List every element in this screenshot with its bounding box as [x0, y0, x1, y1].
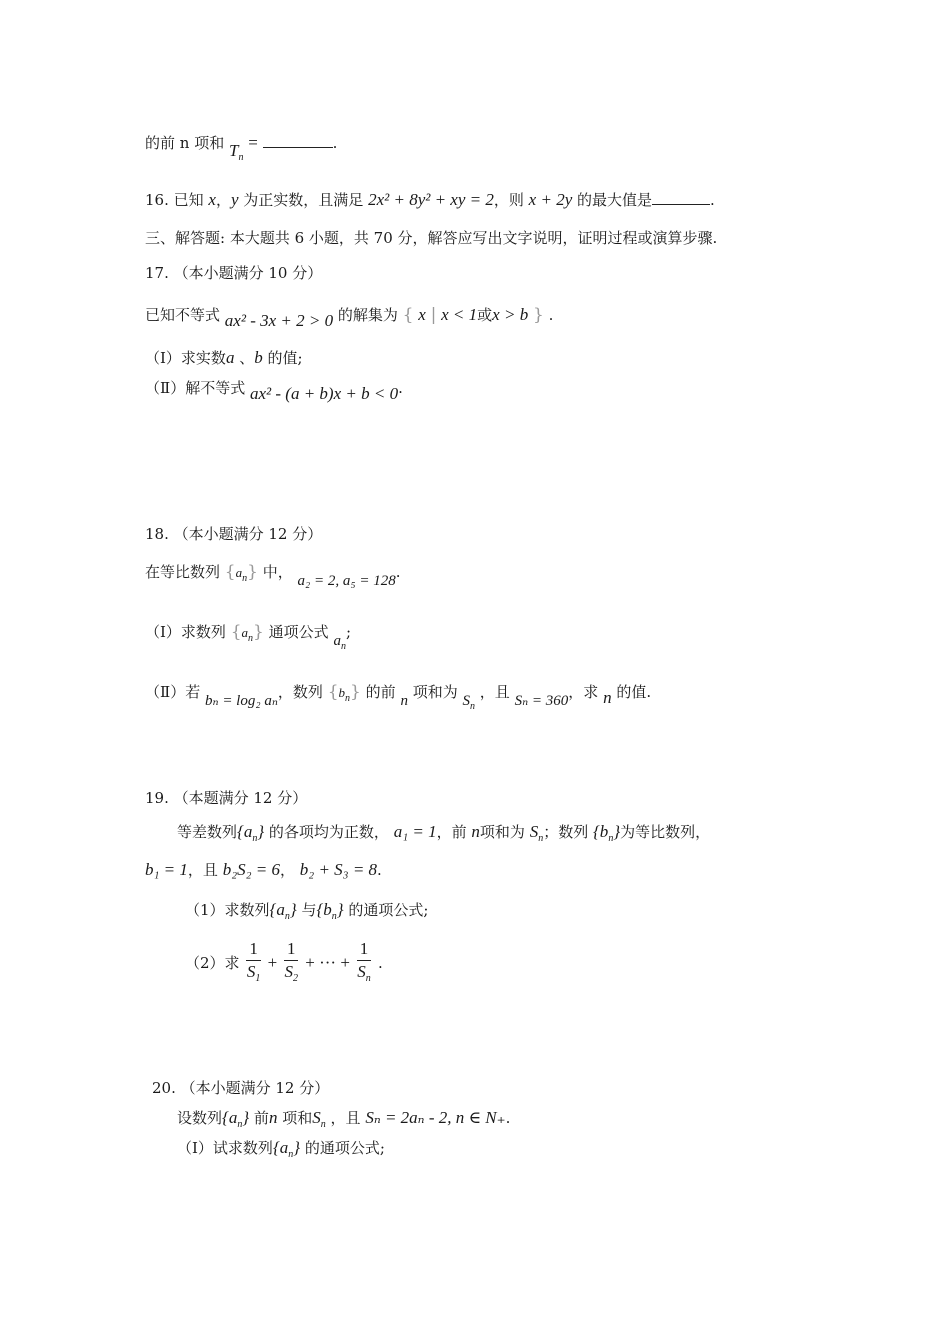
math-q16-objective: x + 2y: [528, 190, 573, 209]
math-q19-b1: b₁ = 1: [145, 860, 188, 879]
question-17-heading: 17. （本小题满分 10 分）: [145, 264, 323, 282]
question-19-part-2: （2）求 $\frac{1}{S_1}$ + $\frac{1}{S_2}$ + ··· + $\frac{1}{S_n}$ .: [185, 938, 383, 988]
math-q19-b2s2: b₂S₂ = 6: [222, 860, 280, 879]
question-18-part-1: （Ⅰ）求数列 $\{a_n\}$ 通项公式 $a_n$;: [145, 622, 352, 652]
question-17-intro: 已知不等式 ax² - 3x + 2 > 0 的解集为 { x | x < 1或x > b } .: [145, 305, 554, 330]
math-q18-sn: Sₙ = 360: [514, 693, 569, 709]
question-17-part-2: （Ⅱ）解不等式 ax² - (a + b)x + b < 0.: [145, 379, 403, 403]
question-19-heading: 19. （本题满分 12 分）: [145, 789, 308, 807]
question-18-part-2: （Ⅱ）若 bₙ = log₂ aₙ，数列 $\{b_n\}$ 的前 n 项和为 $S_n$ ，且 Sₙ = 360，求 n 的值.: [145, 682, 652, 712]
math-q20-sn: Sₙ = 2aₙ - 2, n ∈ N₊: [365, 1108, 506, 1127]
question-19-part-1: （1）求数列$\{a_n\}$ 与$\{b_n\}$ 的通项公式;: [185, 900, 429, 922]
math-Tn: $T_n$: [228, 141, 244, 163]
math-q19-a1: a₁ = 1: [393, 822, 437, 841]
math-q18-given: a₂ = 2, a₅ = 128: [297, 573, 396, 589]
math-q17-inequality: ax² - 3x + 2 > 0: [224, 311, 334, 330]
question-19-line-1: 等差数列$\{a_n\}$ 的各项均为正数， a₁ = 1，前 n项和为 $S_n$；数列 $\{b_n\}$为等比数列，: [177, 822, 711, 844]
answer-blank: [263, 133, 333, 148]
section-3-heading: 三、解答题: 本大题共 6 小题，共 70 分，解答应写出文字说明，证明过程或演算步骤.: [145, 229, 718, 247]
question-20-part-1: （Ⅰ）试求数列$\{a_n\}$ 的通项公式;: [177, 1138, 385, 1160]
question-19-line-2: b₁ = 1，且 b₂S₂ = 6， b₂ + S₃ = 8.: [145, 860, 382, 879]
math-q17-inequality-2: ax² - (a + b)x + b < 0: [249, 384, 399, 403]
math-q19-b2s3: b₂ + S₃ = 8: [299, 860, 378, 879]
fraction-1-over-S2: $\frac{1}{S_2}$: [284, 939, 298, 984]
question-17-part-1: （Ⅰ）求实数a 、b 的值;: [145, 348, 303, 367]
question-18-intro: 在等比数列 $\{a_n\}$ 中， a₂ = 2, a₅ = 128.: [145, 562, 401, 589]
math-q18-bn: bₙ = log₂ aₙ: [204, 693, 278, 709]
question-20-heading: 20. （本小题满分 12 分）: [152, 1079, 330, 1097]
question-16: 16. 已知 x，y 为正实数，且满足 2x² + 8y² + xy = 2，则 x + 2y 的最大值是 .: [145, 190, 715, 209]
fraction-1-over-Sn: $\frac{1}{S_n}$: [357, 939, 371, 984]
math-q16-condition: 2x² + 8y² + xy = 2: [368, 190, 494, 209]
fraction-1-over-S1: $\frac{1}{S_1}$: [246, 939, 261, 984]
line-top: 的前 n 项和 $T_n$ = .: [145, 133, 338, 163]
question-18-heading: 18. （本小题满分 12 分）: [145, 525, 323, 543]
question-20-line-1: 设数列$\{a_n\}$ 前n 项和$S_n$ ，且 Sₙ = 2aₙ - 2, n ∈ N₊.: [177, 1108, 511, 1130]
answer-blank: [652, 190, 710, 205]
